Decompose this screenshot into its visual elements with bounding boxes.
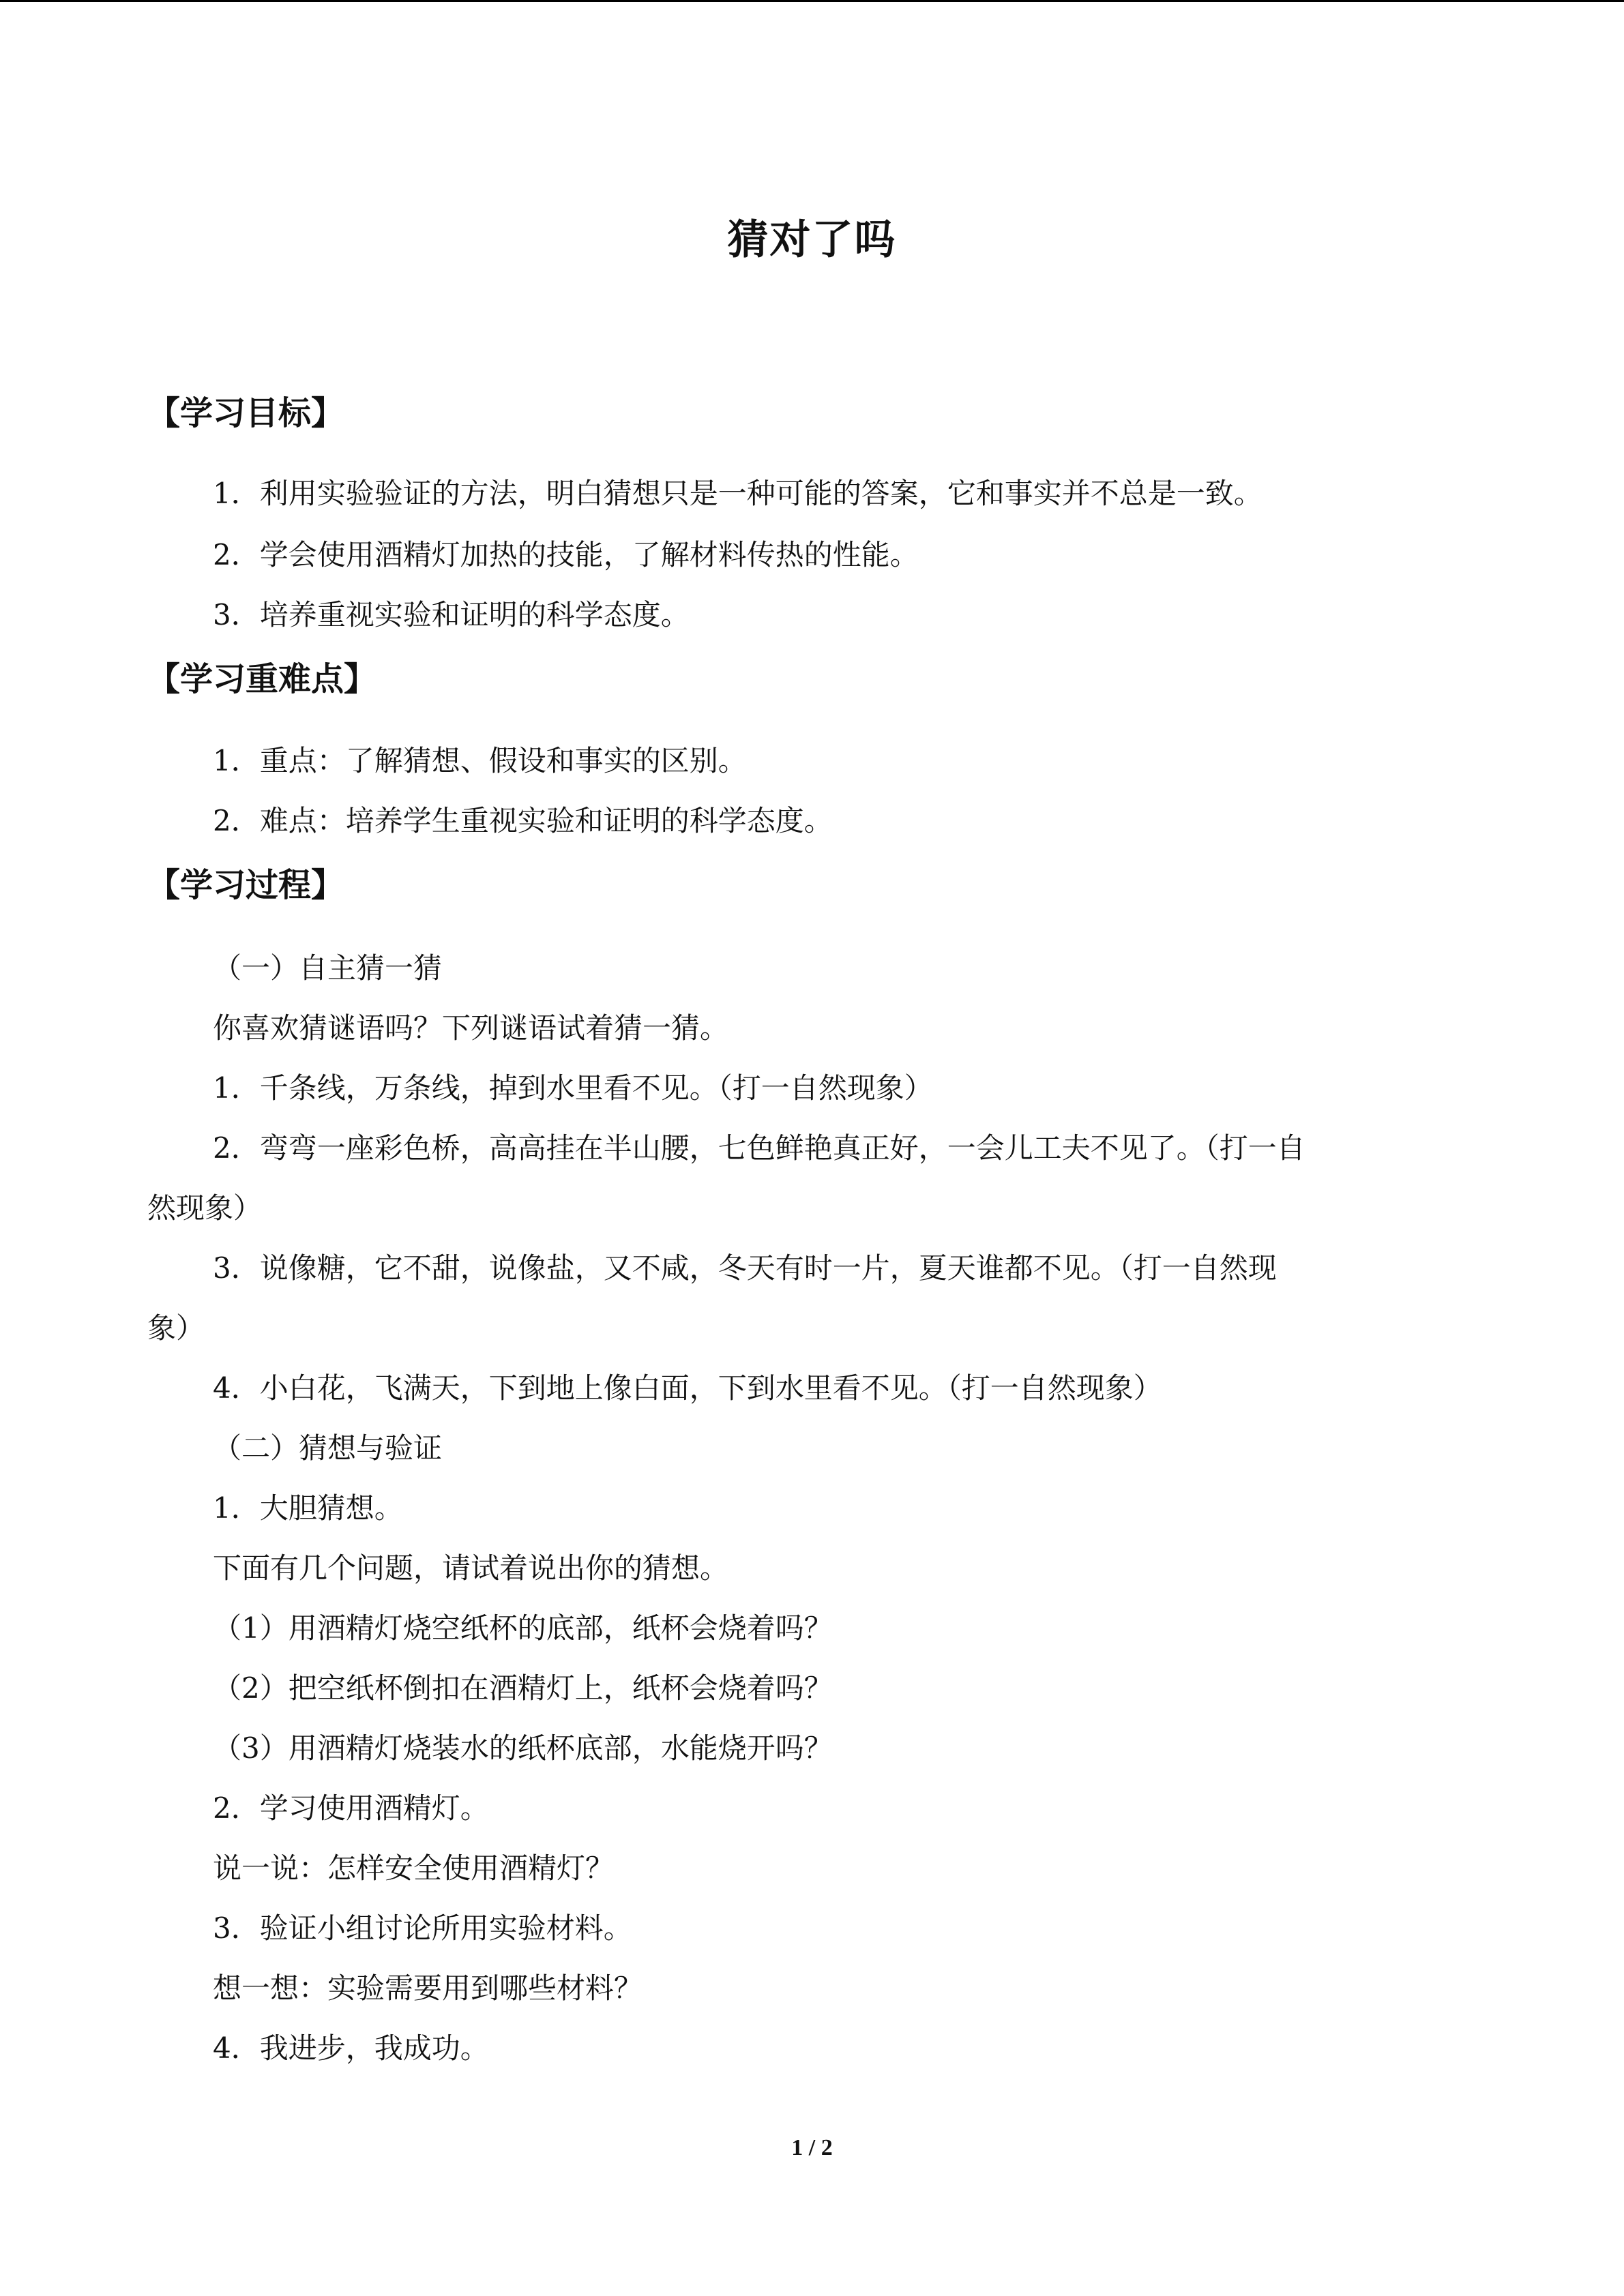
step-4: 4．我进步，我成功。 <box>213 2031 489 2065</box>
objective-item-1: 1．利用实验验证的方法，明白猜想只是一种可能的答案，它和事实并不总是一致。 <box>213 477 1263 510</box>
question-2: （2）把空纸杯倒扣在酒精灯上，纸杯会烧着吗？ <box>213 1671 833 1705</box>
part1-intro: 你喜欢猜谜语吗？下列谜语试着猜一猜。 <box>213 1011 729 1045</box>
heading-objectives: 【学习目标】 <box>147 394 344 432</box>
step-2-prompt: 说一说：怎样安全使用酒精灯？ <box>213 1851 615 1885</box>
step-3: 3．验证小组讨论所用实验材料。 <box>213 1911 632 1945</box>
riddle-2-line-2: 然现象） <box>147 1191 263 1225</box>
part1-title: （一）自主猜一猜 <box>213 951 443 985</box>
riddle-1: 1．千条线，万条线，掉到水里看不见。（打一自然现象） <box>213 1071 933 1105</box>
key-point-item-2: 2．难点：培养学生重视实验和证明的科学态度。 <box>213 804 833 837</box>
heading-process: 【学习过程】 <box>147 866 344 904</box>
objective-item-3: 3．培养重视实验和证明的科学态度。 <box>213 598 690 631</box>
question-3: （3）用酒精灯烧装水的纸杯底部，水能烧开吗？ <box>213 1731 833 1765</box>
key-point-item-1: 1．重点：了解猜想、假设和事实的区别。 <box>213 744 747 777</box>
step-3-prompt: 想一想：实验需要用到哪些材料？ <box>213 1971 643 2005</box>
heading-key-points: 【学习重难点】 <box>147 660 377 698</box>
step-2: 2．学习使用酒精灯。 <box>213 1791 489 1825</box>
riddle-3-line-2: 象） <box>147 1311 205 1345</box>
step-1-intro: 下面有几个问题，请试着说出你的猜想。 <box>213 1551 729 1585</box>
step-1: 1．大胆猜想。 <box>213 1491 403 1525</box>
part2-title: （二）猜想与验证 <box>213 1431 443 1465</box>
riddle-3-line-1: 3．说像糖，它不甜，说像盐，又不咸，冬天有时一片，夏天谁都不见。（打一自然现 <box>213 1251 1277 1285</box>
objective-item-2: 2．学会使用酒精灯加热的技能，了解材料传热的性能。 <box>213 538 919 571</box>
riddle-2-line-1: 2．弯弯一座彩色桥，高高挂在半山腰，七色鲜艳真正好，一会儿工夫不见了。（打一自 <box>213 1131 1305 1165</box>
riddle-4: 4．小白花，飞满天，下到地上像白面，下到水里看不见。（打一自然现象） <box>213 1371 1162 1405</box>
question-1: （1）用酒精灯烧空纸杯的底部，纸杯会烧着吗？ <box>213 1611 833 1645</box>
document-title: 猜对了吗 <box>727 216 897 264</box>
page-number: 1 / 2 <box>791 2135 833 2160</box>
